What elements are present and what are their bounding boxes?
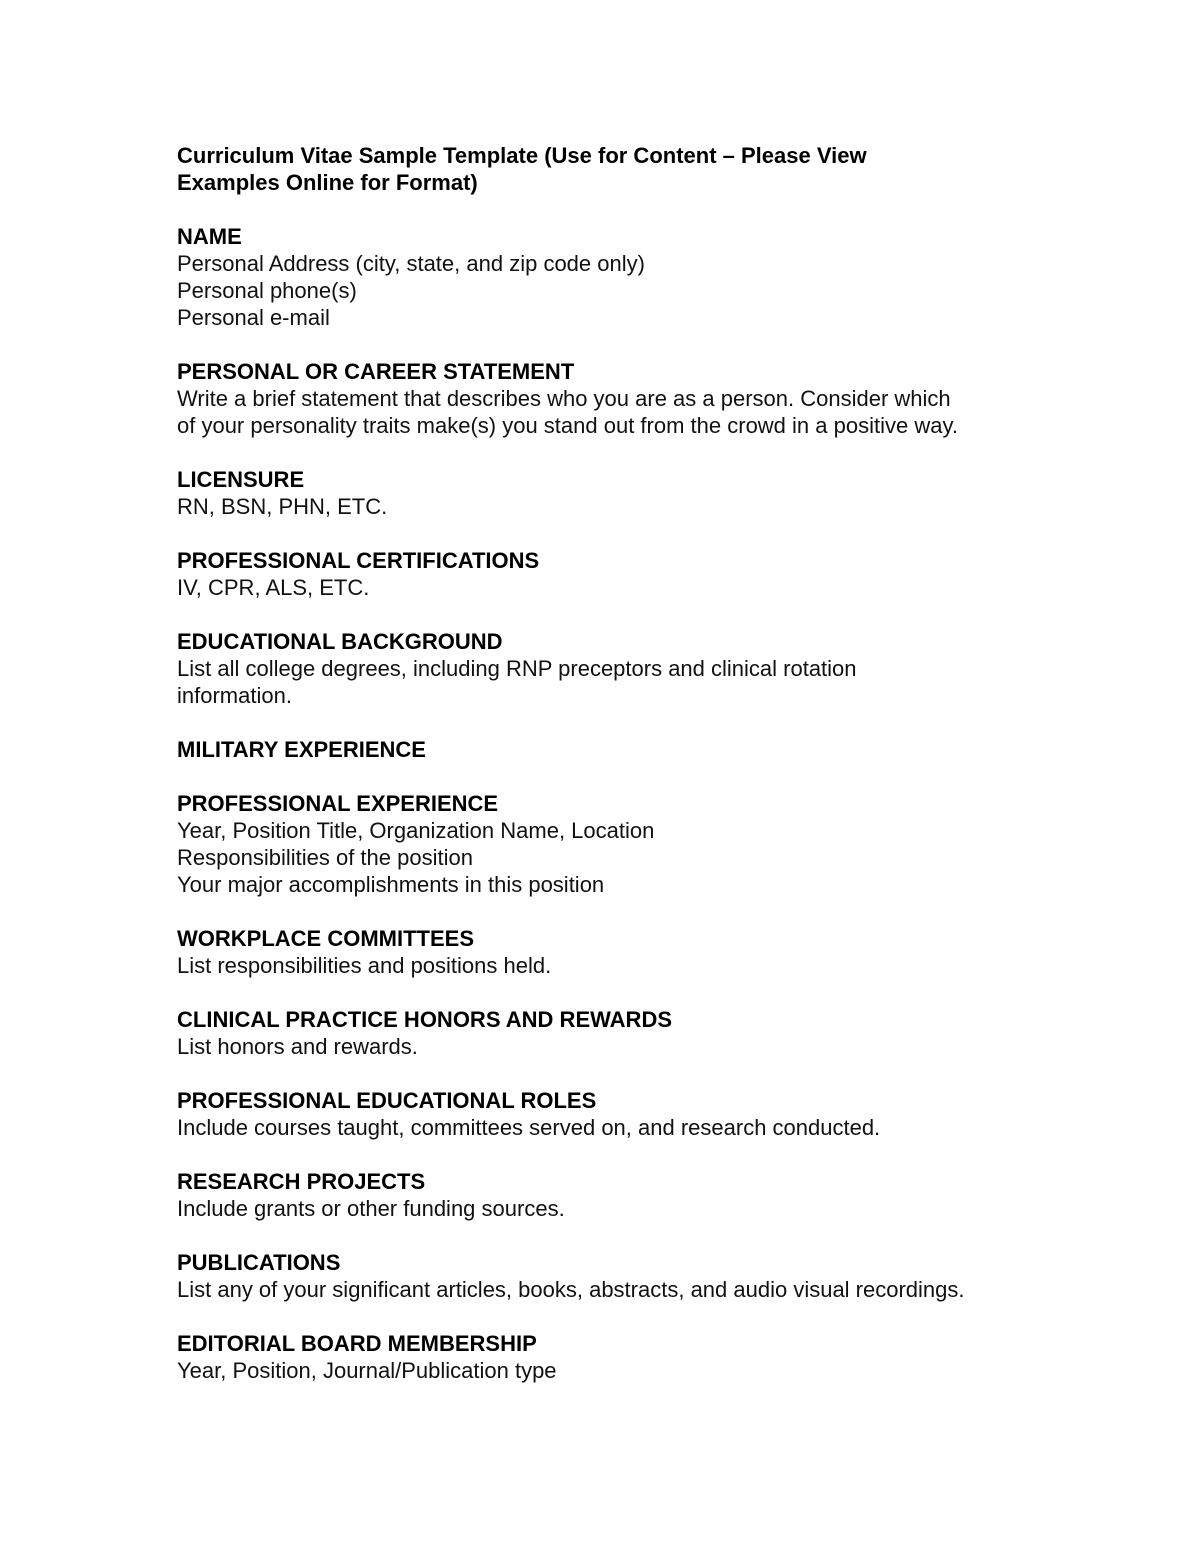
section-line: List any of your significant articles, books, abstracts, and audio visual recordings. (177, 1277, 965, 1302)
cv-section (177, 736, 1077, 763)
section-line: Your major accomplishments in this position (177, 872, 605, 897)
section-heading: EDITORIAL BOARD MEMBERSHIP (177, 1331, 537, 1356)
section-heading: CLINICAL PRACTICE HONORS AND REWARDS (177, 1007, 673, 1032)
section-line: Write a brief statement that describes who you are as a person. Consider which (177, 386, 951, 411)
section-heading: RESEARCH PROJECTS (177, 1169, 426, 1194)
cv-section (177, 1087, 1077, 1141)
section-line: IV, CPR, ALS, ETC. (177, 575, 370, 600)
section-line: List honors and rewards. (177, 1034, 418, 1059)
cv-section (177, 1330, 1077, 1384)
cv-section (177, 358, 1077, 439)
title-line: Curriculum Vitae Sample Template (Use for Content – Please View (177, 143, 867, 168)
document-page (177, 142, 1077, 1384)
cv-section (177, 223, 1077, 331)
section-line: List all college degrees, including RNP preceptors and clinical rotation (177, 656, 857, 681)
section-heading: PROFESSIONAL EDUCATIONAL ROLES (177, 1088, 597, 1113)
section-line: Responsibilities of the position (177, 845, 473, 870)
cv-section (177, 790, 1077, 898)
section-heading: PROFESSIONAL CERTIFICATIONS (177, 548, 540, 573)
section-heading: MILITARY EXPERIENCE (177, 737, 426, 762)
section-line: Personal Address (city, state, and zip code only) (177, 251, 645, 276)
section-line: information. (177, 683, 292, 708)
section-line: Year, Position Title, Organization Name, Location (177, 818, 655, 843)
cv-section (177, 1249, 1077, 1303)
section-heading: WORKPLACE COMMITTEES (177, 926, 474, 951)
cv-section (177, 1006, 1077, 1060)
section-heading: PROFESSIONAL EXPERIENCE (177, 791, 499, 816)
cv-section (177, 1168, 1077, 1222)
section-heading: NAME (177, 224, 242, 249)
section-line: Include courses taught, committees served on, and research conducted. (177, 1115, 881, 1140)
title-line: Examples Online for Format) (177, 170, 478, 195)
sections-container (177, 223, 1077, 1384)
cv-section (177, 466, 1077, 520)
section-line: of your personality traits make(s) you stand out from the crowd in a positive way. (177, 413, 958, 438)
section-line: Year, Position, Journal/Publication type (177, 1358, 557, 1383)
section-line: List responsibilities and positions held. (177, 953, 552, 978)
section-heading: PUBLICATIONS (177, 1250, 341, 1275)
section-heading: EDUCATIONAL BACKGROUND (177, 629, 503, 654)
section-line: Personal e-mail (177, 305, 330, 330)
cv-section (177, 925, 1077, 979)
section-heading: LICENSURE (177, 467, 305, 492)
section-heading: PERSONAL OR CAREER STATEMENT (177, 359, 575, 384)
cv-section (177, 628, 1077, 709)
section-line: RN, BSN, PHN, ETC. (177, 494, 388, 519)
section-line: Include grants or other funding sources. (177, 1196, 565, 1221)
document-title (177, 142, 1077, 196)
section-line: Personal phone(s) (177, 278, 357, 303)
cv-section (177, 547, 1077, 601)
